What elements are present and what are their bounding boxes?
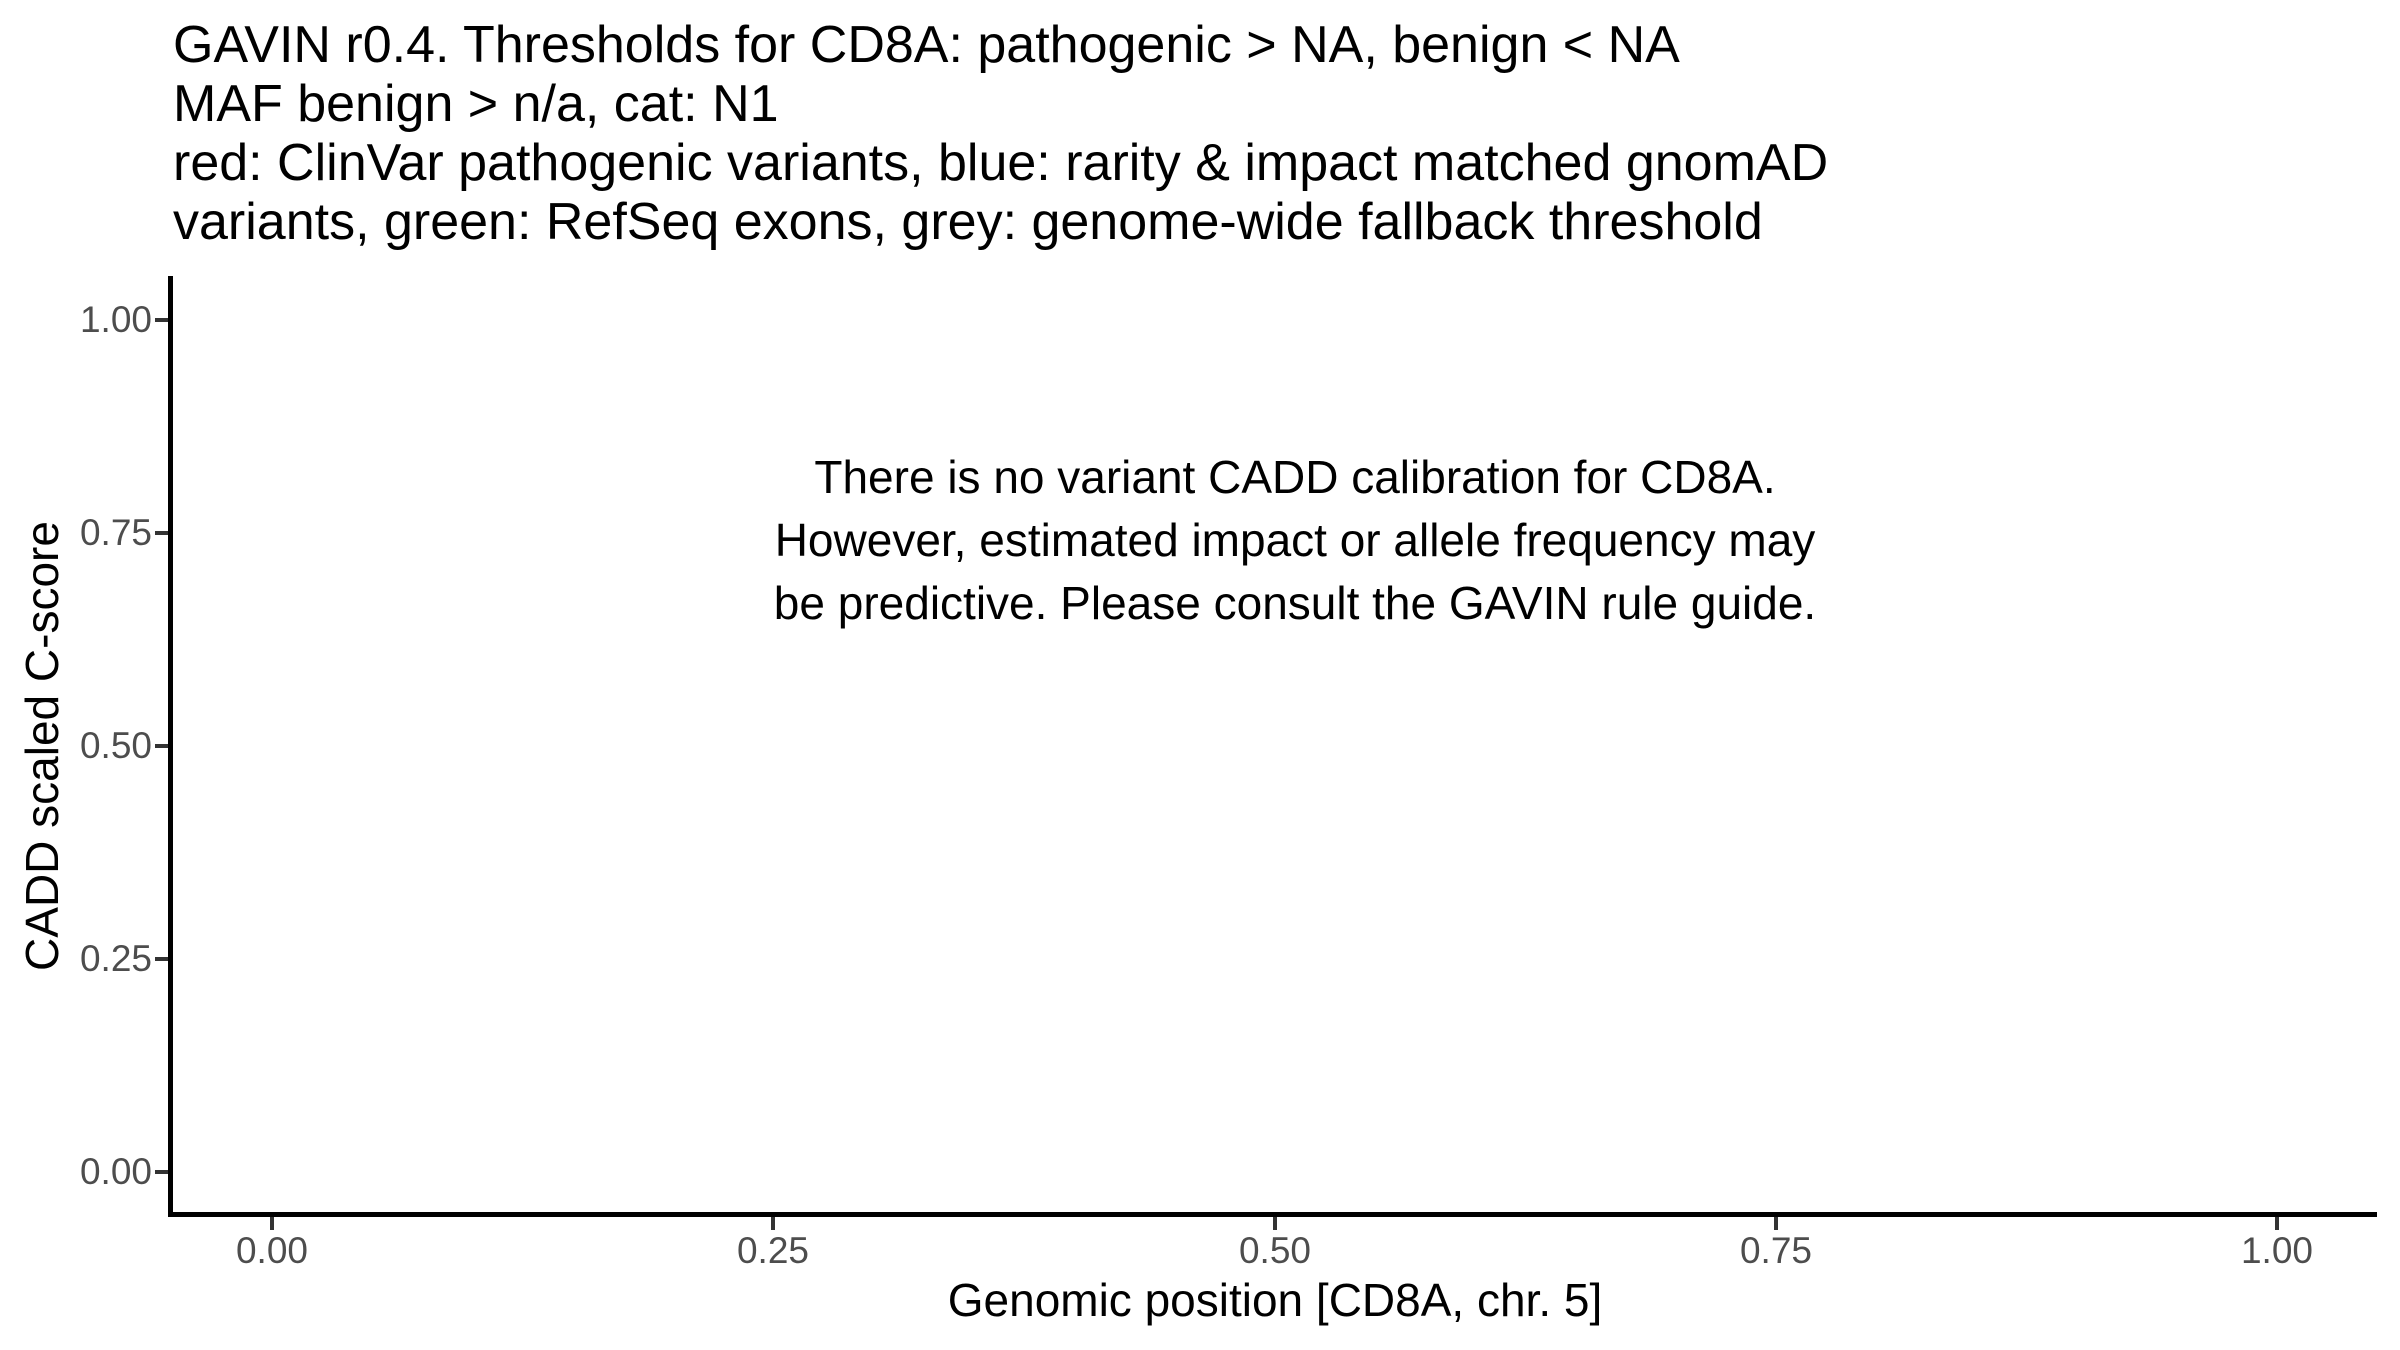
plot-title-line-4: variants, green: RefSeq exons, grey: genome-wide fallback threshold xyxy=(173,193,1763,251)
plot-title-line-1: GAVIN r0.4. Thresholds for CD8A: pathogenic > NA, benign < NA xyxy=(173,16,1680,74)
x-tick-label-0.25: 0.25 xyxy=(736,1230,809,1271)
y-axis-title: CADD scaled C-score xyxy=(16,521,68,971)
plot-title xyxy=(173,16,1828,252)
annotation-line-2: However, estimated impact or allele frequency may xyxy=(774,514,1816,566)
x-axis-tick-0.25 xyxy=(771,1217,775,1230)
x-tick-label-0.50: 0.50 xyxy=(1238,1230,1311,1271)
y-axis-tick-1.00 xyxy=(155,318,168,322)
x-axis-tick-0.50 xyxy=(1273,1217,1277,1230)
y-tick-label-1.00: 1.00 xyxy=(79,299,152,340)
y-axis-tick-0.00 xyxy=(155,1170,168,1174)
x-tick-label-1.00: 1.00 xyxy=(2240,1230,2313,1271)
annotation-line-3: be predictive. Please consult the GAVIN rule guide. xyxy=(773,577,1817,629)
y-tick-label-0.75: 0.75 xyxy=(79,512,152,553)
x-tick-label-0.00: 0.00 xyxy=(235,1230,308,1271)
plot-title-line-3: red: ClinVar pathogenic variants, blue: rarity & impact matched gnomAD xyxy=(173,134,1829,192)
x-axis-title: Genomic position [CD8A, chr. 5] xyxy=(947,1274,1603,1326)
x-axis-tick-1.00 xyxy=(2275,1217,2279,1230)
y-tick-label-0.50: 0.50 xyxy=(79,725,152,766)
y-tick-label-0.00: 0.00 xyxy=(79,1151,152,1192)
y-axis-line xyxy=(168,276,173,1217)
y-axis-tick-0.25 xyxy=(155,957,168,961)
plot-title-line-2: MAF benign > n/a, cat: N1 xyxy=(173,75,779,133)
no-calibration-annotation xyxy=(774,446,1816,635)
y-axis-tick-0.75 xyxy=(155,531,168,535)
annotation-line-1: There is no variant CADD calibration for CD8A. xyxy=(814,451,1776,503)
y-tick-label-0.25: 0.25 xyxy=(79,938,152,979)
x-tick-label-0.75: 0.75 xyxy=(1739,1230,1812,1271)
x-axis-tick-0.00 xyxy=(270,1217,274,1230)
x-axis-tick-0.75 xyxy=(1774,1217,1778,1230)
y-axis-tick-0.50 xyxy=(155,744,168,748)
